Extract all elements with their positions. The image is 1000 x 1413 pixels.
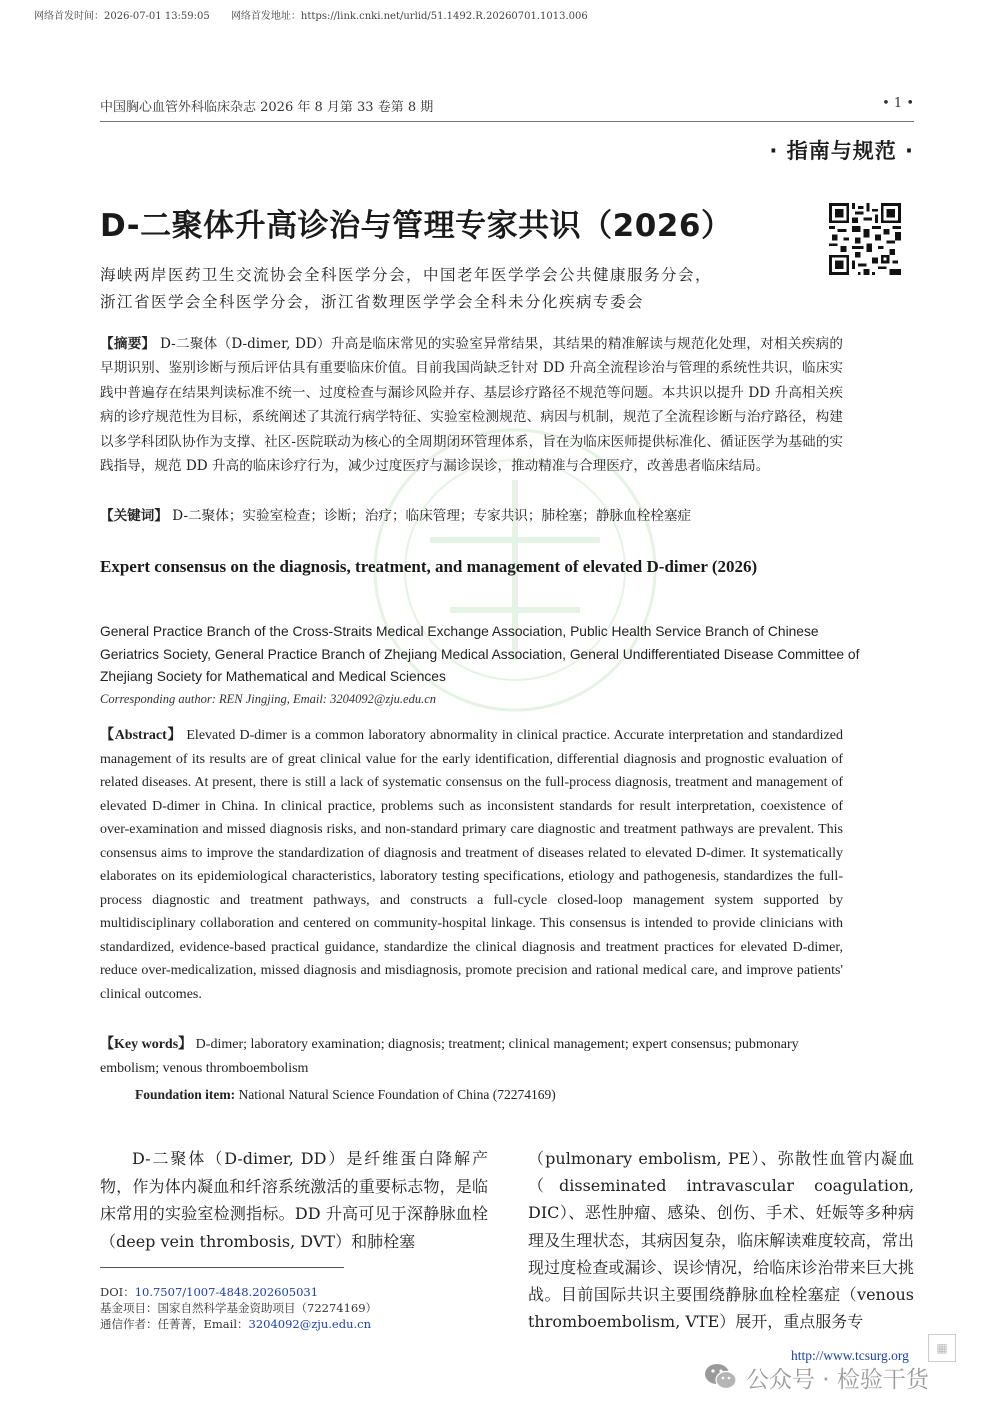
abstract-text: D-二聚体（D-dimer, DD）升高是临床常见的实验室异常结果，其结果的精准解读与规范化处理，对相关疾病的早期识别、鉴别诊断与预后评估具有重要临床价值。目前我国尚缺乏针对 DD 升高全流程诊治与管理的系统性共识，临床实践中普遍存在结果判读标准不统一、过度检查与漏诊风险并存、基层诊疗路径不规范等问题。本共识以提升 DD 升高相关疾病的诊疗规范性为目标，系统阐述了其流行病学特征、实验室检测规范、病因与机制，规范了全流程诊断与治疗路径，构建以多学科团队协作为支撑、社区-医院联动为核心的全周期闭环管理体系，旨在为临床医师提供标准化、循证医学为基础的实践指导，规范 DD 升高的临床诊疗行为，减少过度医疗与漏诊误诊，推动精准与合理医疗，改善患者临床结局。 bbox=[100, 336, 843, 475]
authors-line: 浙江省医学会全科医学分会，浙江省数理医学学会全科未分化疾病专委会 bbox=[100, 293, 645, 311]
publication-time: 网络首发时间：2026-07-01 13:59:05 bbox=[34, 11, 210, 22]
keywords-text: D-二聚体；实验室检查；诊断；治疗；临床管理；专家共识；肺栓塞；静脉血栓栓塞症 bbox=[172, 508, 692, 524]
wechat-account-watermark bbox=[704, 1360, 984, 1394]
keywords-label: 【关键词】 bbox=[100, 508, 168, 524]
abstract-english bbox=[100, 724, 843, 1006]
keywords-english bbox=[100, 1033, 843, 1080]
article-title-english: Expert consensus on the diagnosis, treatment, and management of elevated D-dimer (2026) bbox=[100, 557, 758, 576]
journal-citation: 中国胸心血管外科临床杂志 2026 年 8 月第 33 卷第 8 期 bbox=[100, 100, 434, 115]
doi-label: DOI： bbox=[100, 1285, 135, 1299]
authors-english: General Practice Branch of the Cross-Straits Medical Exchange Association, Public Health Service Branch of Chinese Geriatrics Society, General Practice Branch of Zhejiang Medical Association, General Undifferentiated Disease Committee of Zhejiang Society for Mathematical and Medical Sciences bbox=[100, 624, 860, 684]
qr-code-icon[interactable] bbox=[829, 203, 901, 275]
keywords-label: 【Key words】 bbox=[100, 1037, 193, 1052]
footnote-doi bbox=[100, 1284, 318, 1300]
authors-line: 海峡两岸医药卫生交流协会全科医学分会，中国老年医学学会公共健康服务分会， bbox=[100, 266, 713, 284]
page-number: • 1 • bbox=[882, 96, 914, 111]
publication-url[interactable]: 网络首发地址：https://link.cnki.net/urlid/51.1492.R.20260701.1013.006 bbox=[230, 11, 588, 22]
body-text-left-column: D-二聚体（D-dimer, DD）是纤维蛋白降解产物，作为体内凝血和纤溶系统激活的重要标志物，是临床常用的实验室检测指标。DD 升高可见于深静脉血栓（deep vein thrombosis, DVT）和肺栓塞 bbox=[100, 1149, 488, 1251]
foundation-item bbox=[135, 1087, 556, 1103]
foundation-text: National Natural Science Foundation of China (72274169) bbox=[238, 1087, 556, 1102]
doi-link[interactable]: 10.7507/1007-4848.202605031 bbox=[134, 1285, 319, 1299]
foundation-label: Foundation item: bbox=[135, 1087, 236, 1102]
abstract-chinese bbox=[100, 332, 843, 478]
authors-chinese bbox=[100, 262, 712, 316]
email-link[interactable]: 3204092@zju.edu.cn bbox=[248, 1317, 371, 1331]
article-title: D-二聚体升高诊治与管理专家共识（2026） bbox=[100, 208, 733, 244]
online-publication-meta bbox=[34, 7, 588, 22]
abstract-text: Elevated D-dimer is a common laboratory abnormality in clinical practice. Accurate interpretation and standardized management of its results are of great clinical value for the early identification, differential diagnosis and prognostic evaluation of related diseases. At present, there is still a lack of systematic consensus on the full-process diagnosis, treatment and management of elevated D-dimer in China. In clinical practice, problems such as inconsistent standards for result interpretation, coexistence of over-examination and missed diagnosis risks, and non-standard primary care diagnostic and treatment pathways are prevalent. This consensus aims to improve the standardization of diagnosis and treatment of diseases related to elevated D-dimer. It systematically elaborates on its epidemiological characteristics, laboratory testing specifications, etiology and pathogenesis, standardizes the full-process diagnostic and treatment pathways, and constructs a full-cycle closed-loop management system supported by multidisciplinary collaboration and centered on community-hospital linkage. This consensus is intended to provide clinicians with standardized, evidence-based practical guidance, standardize the clinical diagnosis and treatment practices for elevated D-dimer, reduce over-medicalization, missed diagnosis and misdiagnosis, promote precision and rational medical care, and improve patients' clinical outcomes. bbox=[100, 728, 843, 1002]
section-label: · 指南与规范 · bbox=[769, 139, 914, 163]
abstract-label: 【摘要】 bbox=[100, 336, 156, 352]
wechat-account-label: 公众号 · 检验干货 bbox=[746, 1366, 929, 1393]
footnote-correspondence bbox=[100, 1316, 371, 1332]
body-text-right-column: （pulmonary embolism, PE）、弥散性血管内凝血（disseminated intravascular coagulation, DIC）、恶性肿瘤、感染、创伤、手术、妊娠等多种病理及生理状态，其病因复杂，临床解读难度较高，常出现过度检查或漏诊、误诊情况，给临床诊治带来巨大挑战。目前国际共识主要围绕静脉血栓栓塞症（venous thromboembolism, VTE）展开，重点服务专 bbox=[528, 1149, 914, 1332]
correspondence-label: 通信作者：任菁菁，Email： bbox=[100, 1317, 249, 1331]
stamp-icon: ▦ bbox=[928, 1334, 956, 1362]
corresponding-author: Corresponding author: REN Jingjing, Email: 3204092@zju.edu.cn bbox=[100, 692, 437, 706]
journal-website-link[interactable]: http://www.tcsurg.org bbox=[791, 1348, 909, 1363]
footnote-fund: 基金项目：国家自然科学基金资助项目（72274169） bbox=[100, 1301, 378, 1315]
wechat-icon bbox=[704, 1362, 738, 1392]
abstract-label: 【Abstract】 bbox=[100, 728, 183, 743]
header-divider bbox=[100, 121, 914, 122]
journal-header bbox=[100, 96, 914, 115]
footnote-divider bbox=[100, 1267, 344, 1268]
keywords-text: D-dimer; laboratory examination; diagnosis; treatment; clinical management; expert consensus; pubmonary embolism; venous thromboembolism bbox=[100, 1037, 799, 1076]
keywords-chinese bbox=[100, 504, 843, 528]
